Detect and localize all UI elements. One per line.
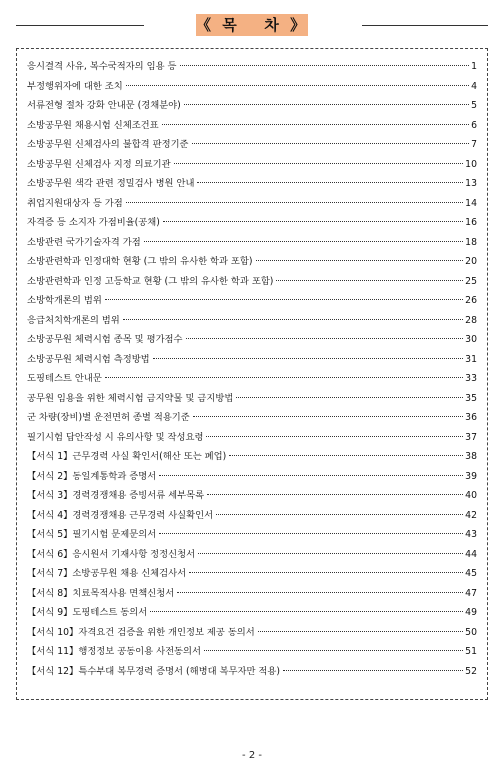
dot-leader <box>184 104 469 105</box>
toc-entry-title: 부정행위자에 대한 조치 <box>27 80 123 92</box>
dot-leader <box>197 182 463 183</box>
toc-entry-page: 39 <box>465 470 477 482</box>
toc-entry[interactable] <box>27 213 477 233</box>
dot-leader <box>162 124 469 125</box>
toc-entry-title: 필기시험 답안작성 시 유의사항 및 작성요령 <box>27 431 204 443</box>
toc-entry[interactable] <box>27 525 477 545</box>
toc-entry-page: 1 <box>471 61 477 72</box>
toc-entry[interactable] <box>27 428 477 448</box>
toc-entry[interactable] <box>27 350 477 370</box>
dot-leader <box>193 416 463 417</box>
toc-entry[interactable] <box>27 486 477 506</box>
toc-entry-title: 【서식 8】치료목적사용 면책신청서 <box>27 587 175 599</box>
toc-entry[interactable] <box>27 57 477 77</box>
toc-entry-page: 28 <box>465 314 477 326</box>
toc-entry-page: 42 <box>465 509 477 521</box>
toc-entry-page: 16 <box>465 217 477 228</box>
toc-entry-title: 도핑테스트 안내문 <box>27 373 102 384</box>
toc-entry-title: 자격증 등 소지자 가점비율(공채) <box>27 217 160 228</box>
dot-leader <box>159 533 463 534</box>
toc-entry-page: 37 <box>465 431 477 443</box>
toc-entry[interactable] <box>27 233 477 253</box>
toc-entry-page: 10 <box>465 158 477 170</box>
toc-entry-title: 서류전형 절차 강화 안내문 (경채분야) <box>27 100 181 111</box>
dot-leader <box>283 670 463 671</box>
toc-entry[interactable] <box>27 564 477 584</box>
toc-entry-title: 공무원 임용을 위한 체력시험 금지약물 및 금지방법 <box>27 392 234 404</box>
header-rule-left <box>16 25 144 26</box>
toc-entry[interactable] <box>27 135 477 155</box>
dot-leader <box>123 319 463 320</box>
toc-entry-page: 47 <box>465 587 477 599</box>
toc-entry[interactable] <box>27 662 477 682</box>
toc-entry-title: 【서식 2】동일계통학과 증명서 <box>27 470 157 482</box>
toc-entry-title: 【서식 9】도핑테스트 동의서 <box>27 607 148 618</box>
dot-leader <box>163 221 463 222</box>
toc-entry-page: 13 <box>465 178 477 189</box>
toc-entry-page: 31 <box>465 353 477 365</box>
toc-entry[interactable] <box>27 623 477 643</box>
toc-entry[interactable] <box>27 174 477 194</box>
toc-entry-page: 40 <box>465 490 477 501</box>
toc-entry-page: 45 <box>465 568 477 579</box>
toc-entry[interactable] <box>27 77 477 97</box>
dot-leader <box>229 455 463 456</box>
toc-entry-page: 18 <box>465 236 477 248</box>
toc-entry-title: 【서식 7】소방공무원 채용 신체검사서 <box>27 568 187 579</box>
toc-entry-page: 36 <box>465 412 477 423</box>
toc-entry[interactable] <box>27 116 477 136</box>
toc-entry-title: 소방공무원 신체검사 지정 의료기관 <box>27 158 171 170</box>
toc-entry-page: 50 <box>465 626 477 638</box>
toc-entry-page: 26 <box>465 295 477 306</box>
toc-entry-title: 응급처치학개론의 범위 <box>27 314 120 326</box>
dot-leader <box>174 163 464 164</box>
toc-entry-page: 5 <box>471 100 477 111</box>
toc-entry-page: 51 <box>465 646 477 657</box>
page-title: 《 목 차 》 <box>196 16 309 34</box>
toc-entry-title: 【서식 12】특수부대 복무경력 증명서 (해병대 복무자만 적용) <box>27 665 280 677</box>
dot-leader <box>150 611 463 612</box>
toc-entry-title: 소방학개론의 범위 <box>27 295 102 306</box>
toc-entry[interactable] <box>27 96 477 116</box>
toc-box <box>16 48 488 700</box>
dot-leader <box>207 494 463 495</box>
toc-entry-title: 【서식 6】응시원서 기재사항 정정신청서 <box>27 548 196 560</box>
toc-entry-title: 【서식 1】근무경력 사실 확인서(해산 또는 폐업) <box>27 451 227 462</box>
toc-entry-page: 44 <box>465 548 477 560</box>
toc-entry-title: 소방공무원 채용시험 신체조건표 <box>27 119 159 131</box>
toc-entry-title: 【서식 11】행정정보 공동이용 사전동의서 <box>27 646 202 657</box>
toc-entry-title: 【서식 10】자격요건 검증을 위한 개인정보 제공 동의서 <box>27 626 255 638</box>
dot-leader <box>258 631 463 632</box>
toc-entry[interactable] <box>27 311 477 331</box>
page-number: - 2 - <box>242 750 262 761</box>
toc-entry[interactable] <box>27 642 477 662</box>
toc-entry[interactable] <box>27 545 477 565</box>
dot-leader <box>206 436 463 437</box>
toc-entry[interactable] <box>27 369 477 389</box>
toc-entry-title: 소방관련학과 인정대학 현황 (그 밖의 유사한 학과 포함) <box>27 256 253 267</box>
dot-leader <box>126 85 469 86</box>
toc-entry-title: 취업지원대상자 등 가점 <box>27 197 123 209</box>
dot-leader <box>105 299 463 300</box>
toc-entry[interactable] <box>27 252 477 272</box>
toc-entry-title: 소방공무원 색각 관련 정밀검사 병원 안내 <box>27 178 195 189</box>
toc-entry-page: 33 <box>465 373 477 384</box>
toc-entry[interactable] <box>27 330 477 350</box>
dot-leader <box>180 65 470 66</box>
toc-entry-title: 군 차량(장비)별 운전면허 종별 적용기준 <box>27 412 190 423</box>
toc-entry-page: 35 <box>465 392 477 404</box>
toc-entry-title: 소방공무원 신체검사의 불합격 판정기준 <box>27 139 189 150</box>
toc-entry-page: 38 <box>465 451 477 462</box>
dot-leader <box>276 280 463 281</box>
toc-entry-page: 4 <box>471 80 477 92</box>
toc-entry-title: 소방공무원 체력시험 측정방법 <box>27 353 150 365</box>
toc-list <box>27 57 477 681</box>
dot-leader <box>105 377 463 378</box>
toc-entry[interactable] <box>27 155 477 175</box>
header-rule-right <box>362 25 488 26</box>
toc-entry-page: 30 <box>465 334 477 345</box>
toc-entry-page: 49 <box>465 607 477 618</box>
dot-leader <box>177 592 463 593</box>
toc-entry-title: 소방공무원 체력시험 종목 및 평가점수 <box>27 334 183 345</box>
toc-entry-page: 7 <box>471 139 477 150</box>
toc-entry-title: 응시결격 사유, 복수국적자의 임용 등 <box>27 61 177 72</box>
dot-leader <box>189 572 463 573</box>
toc-entry[interactable] <box>27 584 477 604</box>
dot-leader <box>198 553 463 554</box>
toc-entry-title: 소방관련 국가기술자격 가점 <box>27 236 141 248</box>
dot-leader <box>236 397 463 398</box>
toc-entry-title: 【서식 3】경력경쟁채용 증빙서류 세부목록 <box>27 490 205 501</box>
toc-header <box>0 14 504 36</box>
dot-leader <box>144 241 463 242</box>
toc-entry-page: 43 <box>465 529 477 540</box>
toc-entry[interactable] <box>27 272 477 292</box>
toc-entry[interactable] <box>27 408 477 428</box>
toc-entry-page: 52 <box>465 665 477 677</box>
toc-entry[interactable] <box>27 603 477 623</box>
toc-entry-page: 20 <box>465 256 477 267</box>
toc-entry[interactable] <box>27 194 477 214</box>
toc-entry[interactable] <box>27 447 477 467</box>
dot-leader <box>256 260 464 261</box>
toc-entry-title: 【서식 5】필기시험 문제문의서 <box>27 529 157 540</box>
toc-entry-page: 25 <box>465 275 477 287</box>
toc-entry[interactable] <box>27 506 477 526</box>
toc-entry-title: 소방관련학과 인정 고등학교 현황 (그 밖의 유사한 학과 포함) <box>27 275 274 287</box>
dot-leader <box>216 514 463 515</box>
toc-entry[interactable] <box>27 389 477 409</box>
toc-entry-page: 6 <box>471 119 477 131</box>
dot-leader <box>186 338 464 339</box>
dot-leader <box>153 358 463 359</box>
toc-entry-page: 14 <box>465 197 477 209</box>
dot-leader <box>204 650 463 651</box>
dot-leader <box>192 143 470 144</box>
toc-entry-title: 【서식 4】경력경쟁채용 근무경력 사실확인서 <box>27 509 214 521</box>
dot-leader <box>126 202 463 203</box>
toc-entry[interactable] <box>27 467 477 487</box>
toc-entry[interactable] <box>27 291 477 311</box>
dot-leader <box>159 475 463 476</box>
